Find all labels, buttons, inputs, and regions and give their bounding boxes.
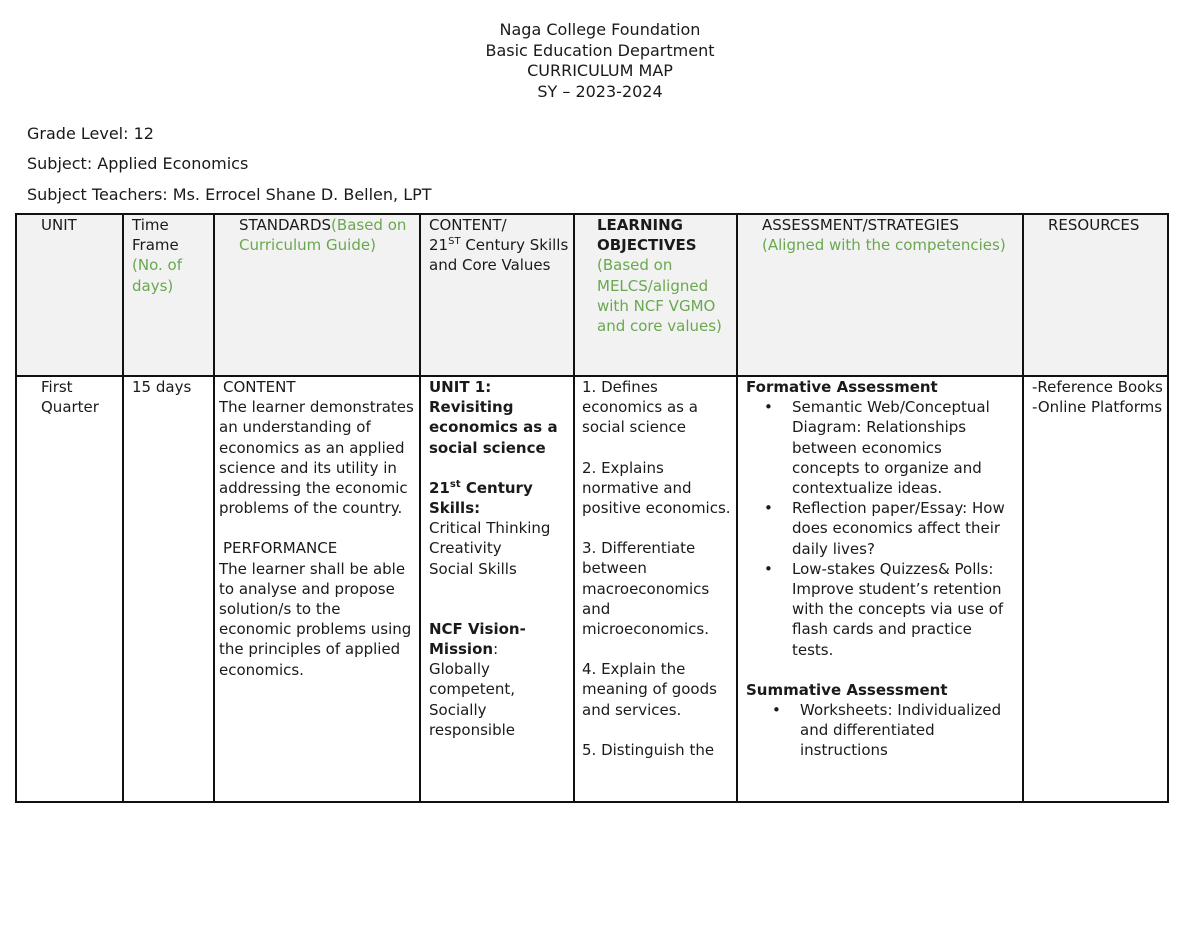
- header-objectives-note: (Based on MELCS/aligned with NCF VGMO and core values): [597, 256, 722, 336]
- performance-standard-label: PERFORMANCE: [223, 539, 338, 558]
- header-time-frame-note: (No. of days): [132, 256, 182, 295]
- objective-item: 5. Distinguish the: [582, 740, 715, 759]
- formative-list: [746, 397, 1008, 660]
- objective-item: 2. Explains normative and positive economics.: [582, 458, 731, 518]
- school-year: SY – 2023-2024: [537, 81, 663, 101]
- cell-learning-objectives: [574, 376, 737, 802]
- list-item: • Reflection paper/Essay: How does economics affect their daily lives?: [792, 498, 1008, 559]
- document-header: [0, 20, 1200, 102]
- content-standard-text: The learner demonstrates an understanding of economics as an applied science and its utility in addressing the economic problems of the country.: [219, 398, 414, 518]
- header-assessment-note: (Aligned with the competencies): [762, 236, 1006, 255]
- curriculum-map-table: [15, 213, 1169, 803]
- cell-standards: [214, 376, 420, 802]
- header-time-frame: Time Frame (No. of days): [123, 214, 214, 376]
- cell-time-frame: 15 days: [123, 376, 214, 802]
- list-item: • Semantic Web/Conceptual Diagram: Relationships between economics concepts to organize and contextualize ideas.: [792, 397, 1008, 498]
- header-content: CONTENT/ 21ST Century Skills and Core Values: [420, 214, 574, 376]
- header-resources: RESOURCES: [1023, 214, 1168, 376]
- header-standards-note: (Based on Curriculum Guide): [239, 216, 407, 255]
- table-row: [16, 376, 1168, 802]
- department-name: Basic Education Department: [485, 40, 715, 60]
- header-standards: STANDARDS(Based on Curriculum Guide): [214, 214, 420, 376]
- subject: Subject: Applied Economics: [27, 154, 249, 173]
- header-assessment: ASSESSMENT/STRATEGIES (Aligned with the competencies): [737, 214, 1023, 376]
- skill-item: Creativity: [429, 539, 502, 558]
- cell-unit: First Quarter: [16, 376, 123, 802]
- performance-standard-text: The learner shall be able to analyse and propose solution/s to the economic problems using the principles of applied economics.: [219, 559, 412, 679]
- ncf-text: Globally competent, Socially responsible: [429, 660, 516, 739]
- formative-assessment-label: Formative Assessment: [746, 378, 938, 396]
- summative-list: [746, 700, 1008, 761]
- unit-title: UNIT 1: Revisiting economics as a social science: [429, 378, 558, 457]
- header-unit: UNIT: [16, 214, 123, 376]
- resource-item: -Online Platforms: [1032, 398, 1163, 417]
- cell-assessment: [737, 376, 1023, 802]
- table-header-row: [16, 214, 1168, 376]
- list-item: • Low-stakes Quizzes& Polls: Improve student’s retention with the concepts via use of flash cards and practice tests.: [792, 559, 1008, 660]
- list-item: • Worksheets: Individualized and differentiated instructions: [800, 700, 1008, 761]
- summative-assessment-label: Summative Assessment: [746, 680, 948, 699]
- content-standard-label: CONTENT: [223, 378, 296, 396]
- cell-content: [420, 376, 574, 802]
- objective-item: 4. Explain the meaning of goods and services.: [582, 660, 717, 719]
- century-skills-label: 21st Century Skills:: [429, 478, 533, 518]
- grade-level: Grade Level: 12: [27, 124, 154, 143]
- objective-item: 1. Defines economics as a social science: [582, 378, 698, 437]
- cell-resources: [1023, 376, 1168, 802]
- skill-item: Social Skills: [429, 559, 517, 578]
- skill-item: Critical Thinking: [429, 519, 551, 538]
- resource-item: -Reference Books: [1032, 378, 1163, 396]
- document-title: CURRICULUM MAP: [527, 61, 673, 80]
- ncf-label: NCF Vision-Mission:: [429, 619, 526, 659]
- header-learning-objectives: LEARNING OBJECTIVES (Based on MELCS/aligned with NCF VGMO and core values): [574, 214, 737, 376]
- subject-teachers: Subject Teachers: Ms. Errocel Shane D. Bellen, LPT: [27, 185, 432, 204]
- school-name: Naga College Foundation: [499, 20, 701, 39]
- objective-item: 3. Differentiate between macroeconomics and microeconomics.: [582, 539, 710, 639]
